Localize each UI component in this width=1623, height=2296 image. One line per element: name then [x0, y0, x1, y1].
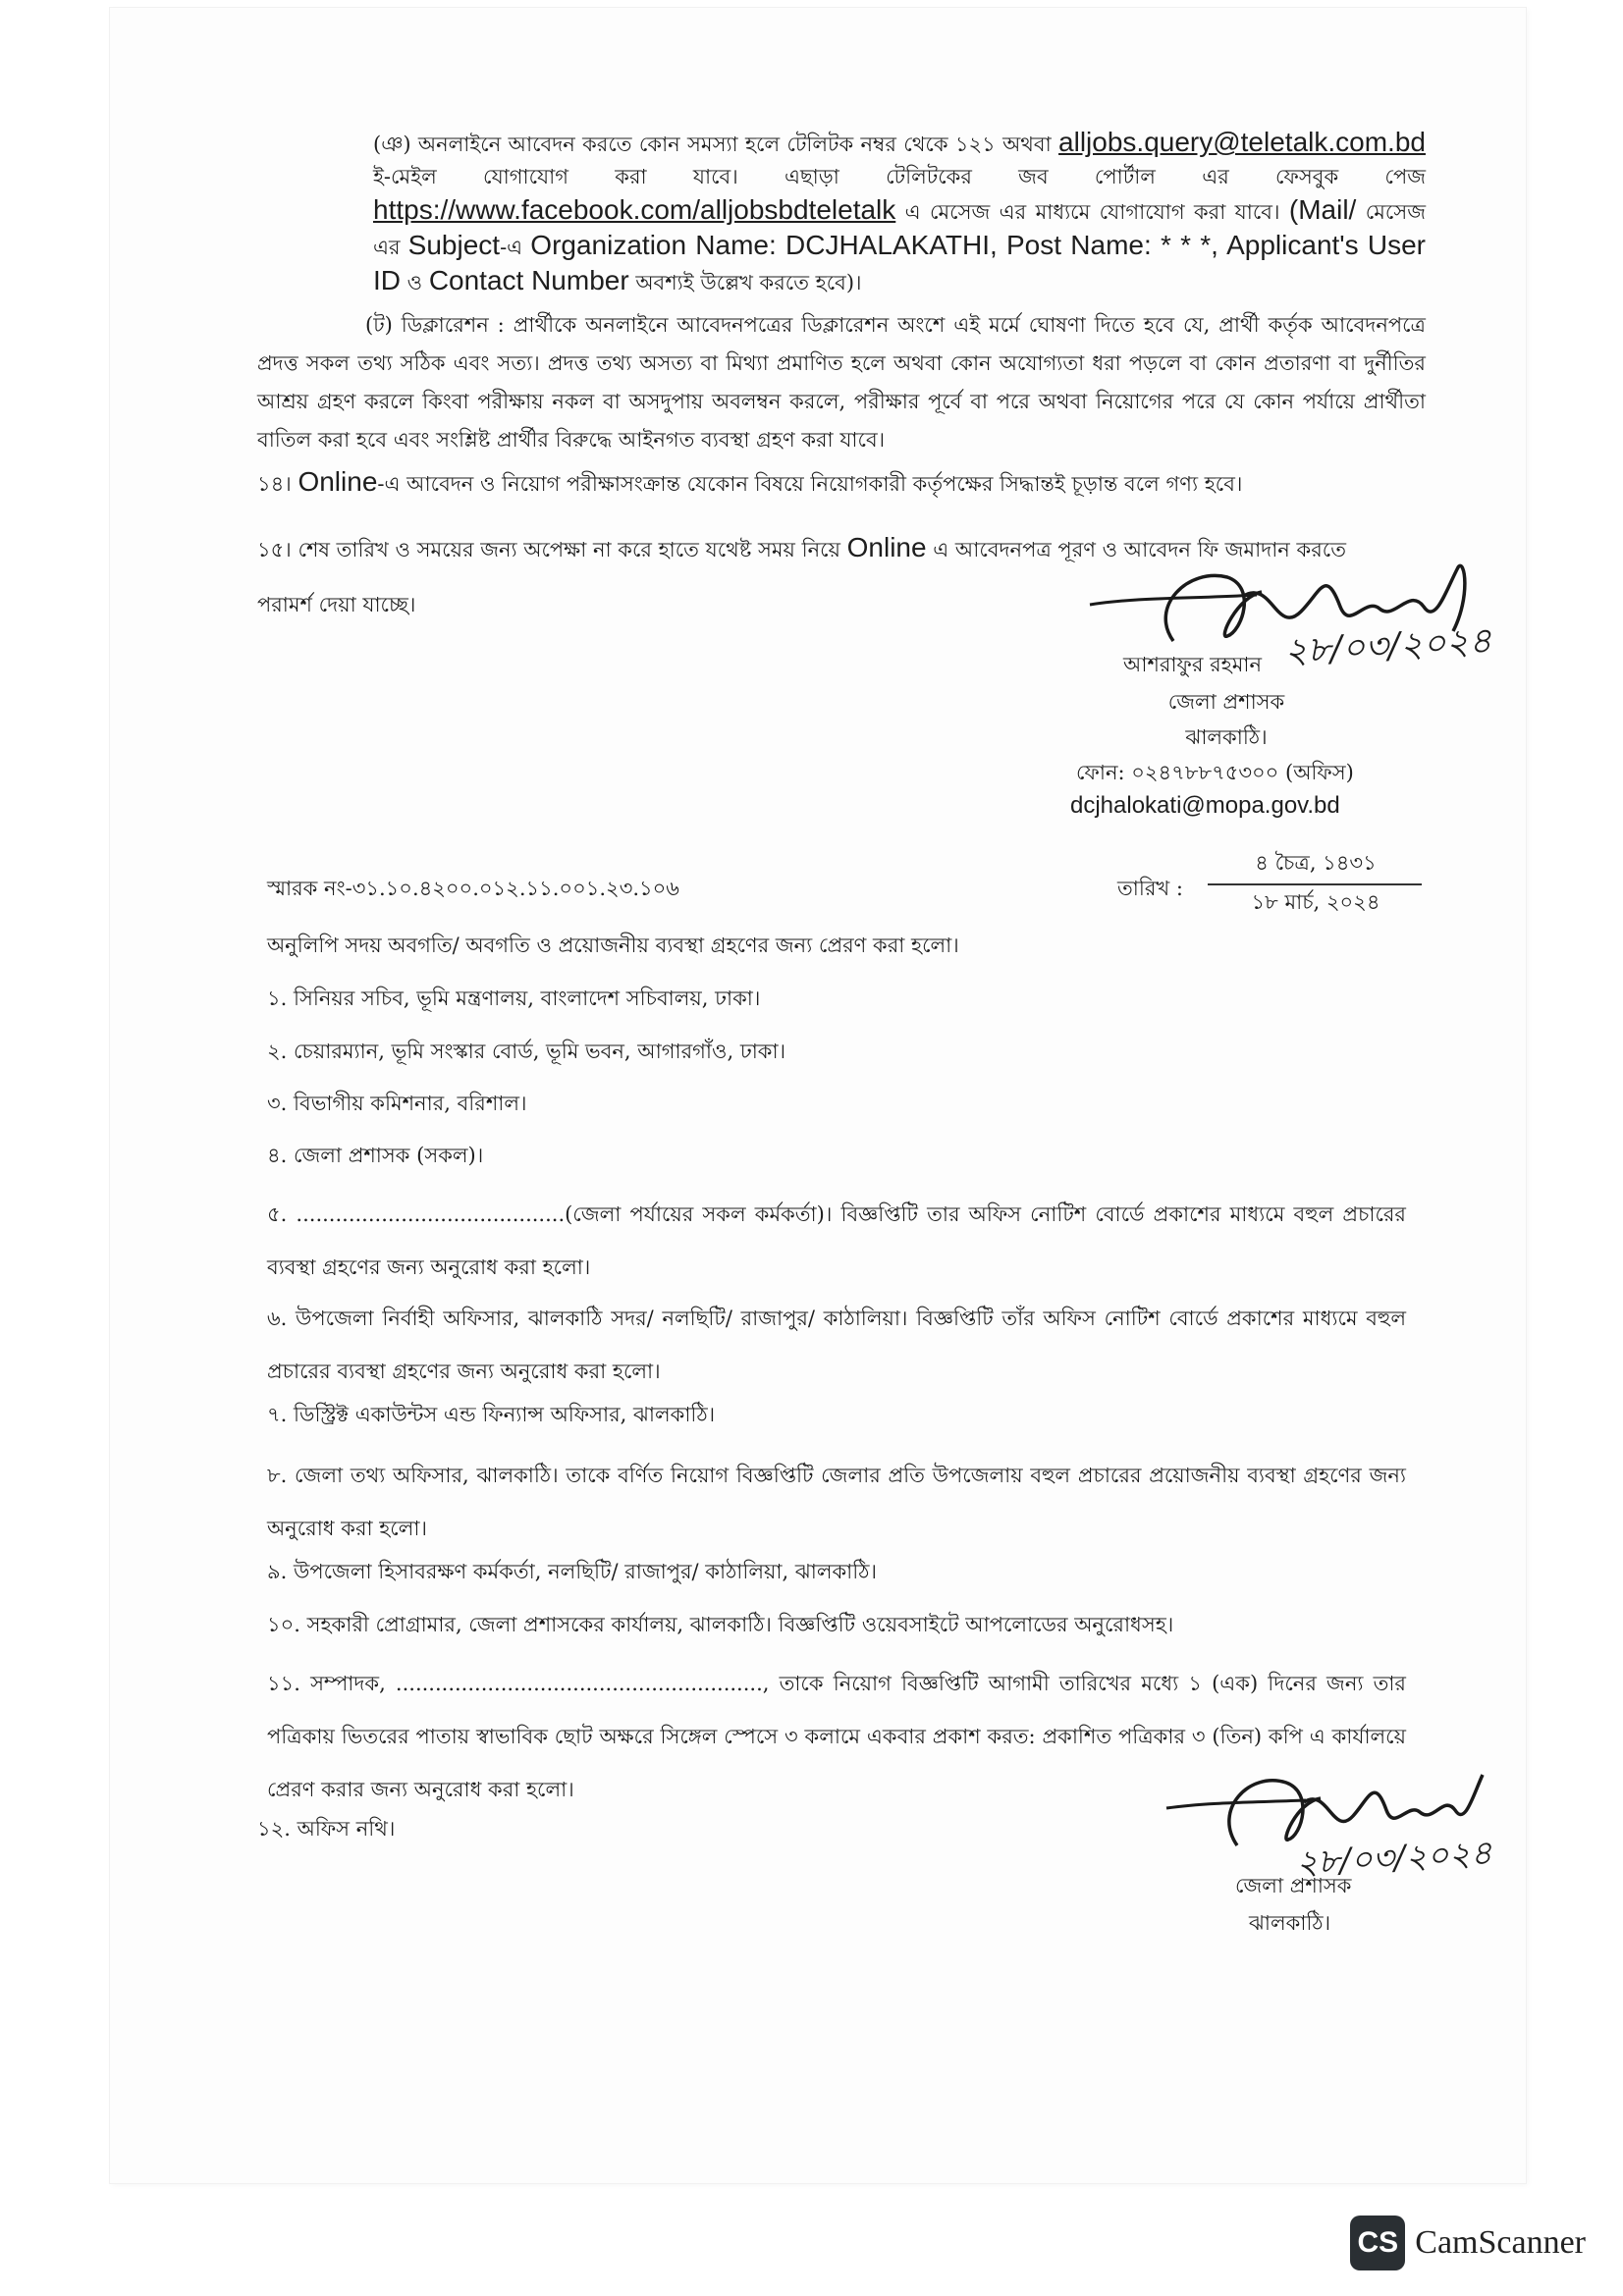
list-item: ৭. ডিস্ট্রিক্ট একাউন্টস এন্ড ফিন্যান্স অফিসার, ঝালকাঠি। — [267, 1403, 716, 1426]
item-14: ১৪। Online-এ আবেদন ও নিয়োগ পরীক্ষাসংক্রান্ত যেকোন বিষয়ে নিয়োগকারী কর্তৃপক্ষের সিদ্ধান্তই চূড়ান্ত বলে গণ্য হবে। — [257, 466, 1243, 497]
signatory-name: আশরাফুর রহমান — [1123, 653, 1263, 676]
contact-paragraph — [373, 126, 1426, 299]
item-15: ১৫। শেষ তারিখ ও সময়ের জন্য অপেক্ষা না করে হাতে যথেষ্ট সময় নিয়ে Online এ আবেদনপত্র পূরণ ও আবেদন ফি জমাদান করতে পরামর্শ দেয়া যাচ্ছে। — [257, 532, 1346, 616]
contact-number-word: Contact Number — [428, 265, 629, 295]
mail-word: (Mail/ — [1288, 194, 1357, 225]
online-word: Online — [846, 532, 927, 562]
list-item: ৯. উপজেলা হিসাবরক্ষণ কর্মকর্তা, নলছিটি/ রাজাপুর/ কাঠালিয়া, ঝালকাঠি। — [267, 1560, 878, 1583]
list-item: ৬. উপজেলা নির্বাহী অফিসার, ঝালকাঠি সদর/ নলছিটি/ রাজাপুর/ কাঠালিয়া। বিজ্ঞপ্তিটি তাঁর অফিস নোটিশ বোর্ডে প্রকাশের মাধ্যমে বহুল প্রচারের ব্যবস্থা গ্রহণের জন্য অনুরোধ করা হলো। — [267, 1307, 1406, 1383]
contact-lead-text: (ঞ) অনলাইনে আবেদন করতে কোন সমস্যা হলে টেলিটক নম্বর থেকে ১২১ অথবা — [373, 133, 1052, 156]
signatory-place: ঝালকাঠি। — [1185, 725, 1268, 749]
signatory-designation: জেলা প্রশাসক — [1167, 690, 1285, 714]
list-item: ১২. অফিস নথি। — [257, 1817, 396, 1841]
signatory-designation: জেলা প্রশাসক — [1235, 1874, 1352, 1897]
signature-date: ২৮/০৩/২০২৪ — [1295, 1833, 1493, 1884]
office-phone: ফোন: ০২৪৭৮৮৭৫৩০০ (অফিস) — [1076, 761, 1354, 784]
online-word: Online — [298, 466, 378, 497]
list-item: ১০. সহকারী প্রোগ্রামার, জেলা প্রশাসকের কার্যালয়, ঝালকাঠি। বিজ্ঞপ্তিটি ওয়েবসাইটে আপলোডের অনুরোধসহ। — [267, 1613, 1174, 1636]
list-item: ৪. জেলা প্রশাসক (সকল)। — [267, 1144, 484, 1167]
date-bangla-calendar: ৪ চৈত্র, ১৪৩১ — [1255, 851, 1377, 875]
signature-date: ২৮/০৩/২০২৪ — [1283, 620, 1493, 672]
contact-end-text: অবশ্যই উল্লেখ করতে হবে)। — [628, 271, 862, 294]
support-email-link[interactable]: alljobs.query@teletalk.com.bd — [1058, 127, 1426, 157]
facebook-page-link[interactable]: https://www.facebook.com/alljobsbdteletalk — [373, 194, 896, 225]
list-item: ৮. জেলা তথ্য অফিসার, ঝালকাঠি। তাকে বর্ণিত নিয়োগ বিজ্ঞপ্তিটি জেলার প্রতি উপজেলায় বহুল প্রচারের প্রয়োজনীয় ব্যবস্থা গ্রহণের জন্য অনুরোধ করা হলো। — [267, 1464, 1406, 1540]
camscanner-watermark — [1350, 2216, 1586, 2270]
applicant-id-word: Applicant's User ID — [373, 230, 1427, 295]
copy-intro: অনুলিপি সদয় অবগতি/ অবগতি ও প্রয়োজনীয় ব্যবস্থা গ্রহণের জন্য প্রেরণ করা হলো। — [267, 934, 959, 957]
camscanner-brand: CamScanner — [1415, 2224, 1586, 2261]
date-label: তারিখ : — [1117, 877, 1183, 900]
signatory-place: ঝালকাঠি। — [1249, 1911, 1331, 1935]
declaration-paragraph: (ট) ডিক্লারেশন : প্রার্থীকে অনলাইনে আবেদনপত্রের ডিক্লারেশন অংশে এই মর্মে ঘোষণা দিতে হবে যে, প্রার্থী কর্তৃক আবেদনপত্রে প্রদত্ত সকল তথ্য সঠিক এবং সত্য। প্রদত্ত তথ্য অসত্য বা মিথ্যা প্রমাণিত হলে অথবা কোন অযোগ্যতা ধরা পড়লে বা কোন প্রতারণা বা দুর্নীতির আশ্রয় গ্রহণ করলে কিংবা পরীক্ষায় নকল বা অসদুপায় অবলম্বন করলে, পরীক্ষার পূর্বে বা পরে অথবা নিয়োগের পরে যে কোন পর্যায়ে প্রার্থীতা বাতিল করা হবে এবং সংশ্লিষ্ট প্রার্থীর বিরুদ্ধে আইনগত ব্যবস্থা গ্রহণ করা যাবে। — [257, 313, 1426, 452]
list-item: ৩. বিভাগীয় কমিশনার, বরিশাল। — [267, 1092, 527, 1115]
contact-message-text: এ মেসেজ এর মাধ্যমে যোগাযোগ করা যাবে। — [895, 200, 1289, 224]
office-email: dcjhalokati@mopa.gov.bd — [1070, 792, 1340, 819]
list-item: ১. সিনিয়র সচিব, ভূমি মন্ত্রণালয়, বাংলাদেশ সচিবালয়, ঢাকা। — [267, 987, 761, 1010]
message-word: মেসেজ এর — [373, 200, 1426, 259]
subject-word: Subject — [407, 230, 501, 260]
list-item: ১১. সম্পাদক, ........................................................, তাকে নিয়োগ বিজ্ঞপ্তিটি আগামী তারিখের মধ্যে ১ (এক) দিনের জন্য তার পত্রিকায় ভিতরের পাতায় স্বাভাবিক ছোট অক্ষরে সিঙ্গেল স্পেসে ৩ কলামে একবার প্রকাশ করত: প্রকাশিত পত্রিকার ৩ (তিন) কপি এ কার্যালয়ে প্রেরণ করার জন্য অনুরোধ করা হলো। — [267, 1672, 1406, 1801]
list-item: ৫. .........................................(জেলা পর্যায়ের সকল কর্মকর্তা)। বিজ্ঞপ্তিটি তার অফিস নোটিশ বোর্ডে প্রকাশের মাধ্যমে বহুল প্রচারের ব্যবস্থা গ্রহণের জন্য অনুরোধ করা হলো। — [267, 1202, 1406, 1279]
contact-mid-text: ই-মেইল যোগাযোগ করা যাবে। এছাড়া টেলিটকের জব পোর্টাল এর ফেসবুক পেজ — [373, 165, 1426, 188]
memo-number: স্মারক নং-৩১.১০.৪২০০.০১২.১১.০০১.২৩.১০৬ — [267, 877, 679, 900]
organization-line: Organization Name: DCJHALAKATHI, Post Name: * * *, — [530, 230, 1218, 260]
date-english-calendar: ১৮ মার্চ, ২০২৪ — [1251, 890, 1380, 914]
camscanner-logo-icon: CS — [1350, 2216, 1405, 2270]
subject-suffix: -এ — [500, 236, 531, 259]
list-item: ২. চেয়ারম্যান, ভূমি সংস্কার বোর্ড, ভূমি ভবন, আগারগাঁও, ঢাকা। — [267, 1040, 786, 1063]
and-word: ও — [401, 271, 429, 294]
